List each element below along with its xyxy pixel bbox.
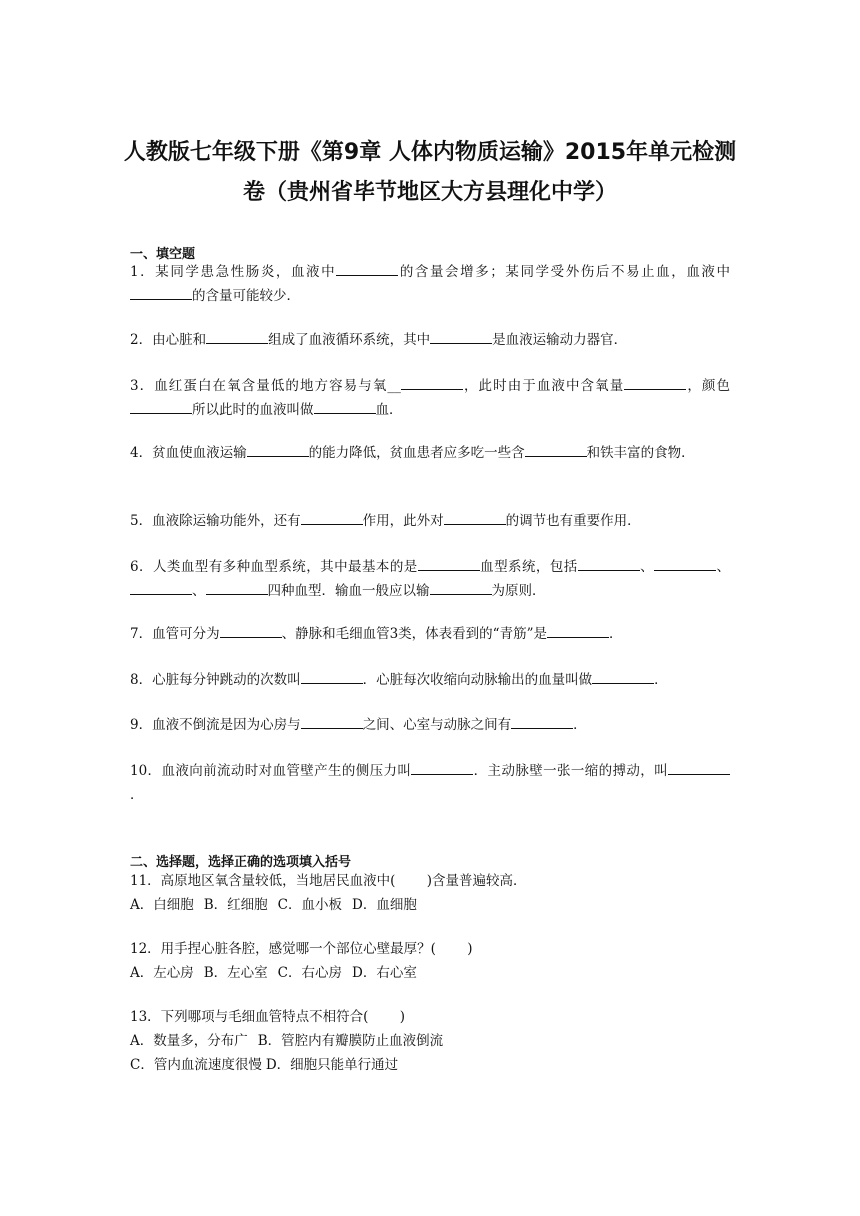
option-d[interactable]: D．右心室 — [352, 965, 417, 981]
question-12-options — [130, 961, 427, 985]
answer-blank[interactable] — [401, 376, 463, 390]
option-a[interactable]: A．数量多，分布广 — [130, 1033, 248, 1049]
answer-blank[interactable] — [430, 330, 492, 344]
question-9: 9．血液不倒流是因为心房与 之间、心室与动脉之间有 ． — [130, 717, 587, 733]
answer-blank[interactable] — [130, 581, 192, 595]
question-2: 2．由心脏和 组成了血液循环系统，其中 是血液运输动力器官． — [130, 332, 628, 348]
question-13-stem: 13．下列哪项与毛细血管特点不相符合( ) — [130, 1009, 406, 1025]
option-d[interactable]: D．血细胞 — [352, 897, 417, 913]
answer-blank[interactable] — [418, 557, 480, 571]
question-11-stem: 11．高原地区氧含量较低，当地居民血液中( )含量普遍较高． — [130, 873, 527, 889]
answer-blank[interactable] — [301, 670, 363, 684]
question-13-options-row-1 — [130, 1029, 453, 1053]
question-3: 3．血红蛋白在氧含量低的地方容易与氧__ ，此时由于血液中含氧量 ，颜色所以此时的血液叫做 血． — [130, 378, 731, 418]
answer-blank[interactable] — [668, 761, 730, 775]
question-13-options-row-2 — [130, 1053, 408, 1077]
option-a[interactable]: A．左心房 — [130, 965, 194, 981]
answer-blank[interactable] — [336, 262, 398, 276]
option-c[interactable]: C．血小板 — [277, 897, 343, 913]
question-12-stem: 12．用手捏心脏各腔，感觉哪一个部位心壁最厚？( ) — [130, 941, 473, 957]
answer-blank[interactable] — [206, 330, 268, 344]
answer-blank[interactable] — [624, 376, 686, 390]
answer-blank[interactable] — [220, 624, 282, 638]
question-7: 7．血管可分为 、静脉和毛细血管3类，体表看到的“青筋”是 ． — [130, 626, 623, 642]
answer-blank[interactable] — [525, 443, 587, 457]
question-10: 10．血液向前流动时对血管壁产生的侧压力叫 ．主动脉壁一张一缩的搏动，叫． — [130, 759, 730, 807]
option-b[interactable]: B．管腔内有瓣膜防止血液倒流 — [257, 1033, 444, 1049]
answer-blank[interactable] — [130, 400, 192, 414]
answer-blank[interactable] — [301, 715, 363, 729]
option-b[interactable]: B．左心室 — [203, 965, 268, 981]
option-b[interactable]: B．红细胞 — [203, 897, 268, 913]
answer-blank[interactable] — [547, 624, 609, 638]
answer-blank[interactable] — [654, 557, 716, 571]
answer-blank[interactable] — [130, 286, 192, 300]
answer-blank[interactable] — [430, 581, 492, 595]
answer-blank[interactable] — [444, 511, 506, 525]
answer-blank[interactable] — [511, 715, 573, 729]
section-heading-multiple-choice: 二、选择题，选择正确的选项填入括号 — [130, 855, 352, 870]
question-5: 5．血液除运输功能外，还有 作用，此外对 的调节也有重要作用． — [130, 513, 641, 529]
document-title-line-2: 卷（贵州省毕节地区大方县理化中学） — [242, 180, 617, 205]
option-c[interactable]: C．右心房 — [277, 965, 343, 981]
option-d[interactable]: D．细胞只能单行通过 — [265, 1057, 399, 1073]
question-11-options — [130, 893, 427, 917]
answer-blank[interactable] — [206, 581, 268, 595]
document-title-line-1: 人教版七年级下册《第9章 人体内物质运输》2015年单元检测 — [123, 140, 737, 165]
option-c[interactable]: C．管内血流速度很慢 — [130, 1057, 262, 1073]
option-a[interactable]: A．白细胞 — [130, 897, 194, 913]
answer-blank[interactable] — [411, 761, 473, 775]
question-8: 8．心脏每分钟跳动的次数叫 ．心脏每次收缩向动脉输出的血量叫做 ． — [130, 672, 668, 688]
question-1: 1．某同学患急性肠炎，血液中 的含量会增多；某同学受外伤后不易止血，血液中的含量可能较少． — [130, 264, 731, 304]
question-6: 6．人类血型有多种血型系统，其中最基本的是 血型系统，包括 、 、、 四种血型．输血一般应以输 为原则． — [130, 559, 731, 599]
answer-blank[interactable] — [592, 670, 654, 684]
answer-blank[interactable] — [314, 400, 376, 414]
answer-blank[interactable] — [578, 557, 640, 571]
answer-blank[interactable] — [247, 443, 309, 457]
question-4: 4．贫血使血液运输 的能力降低，贫血患者应多吃一些含 和铁丰富的食物． — [130, 445, 695, 461]
answer-blank[interactable] — [301, 511, 363, 525]
section-heading-fill-in: 一、填空题 — [130, 247, 196, 262]
